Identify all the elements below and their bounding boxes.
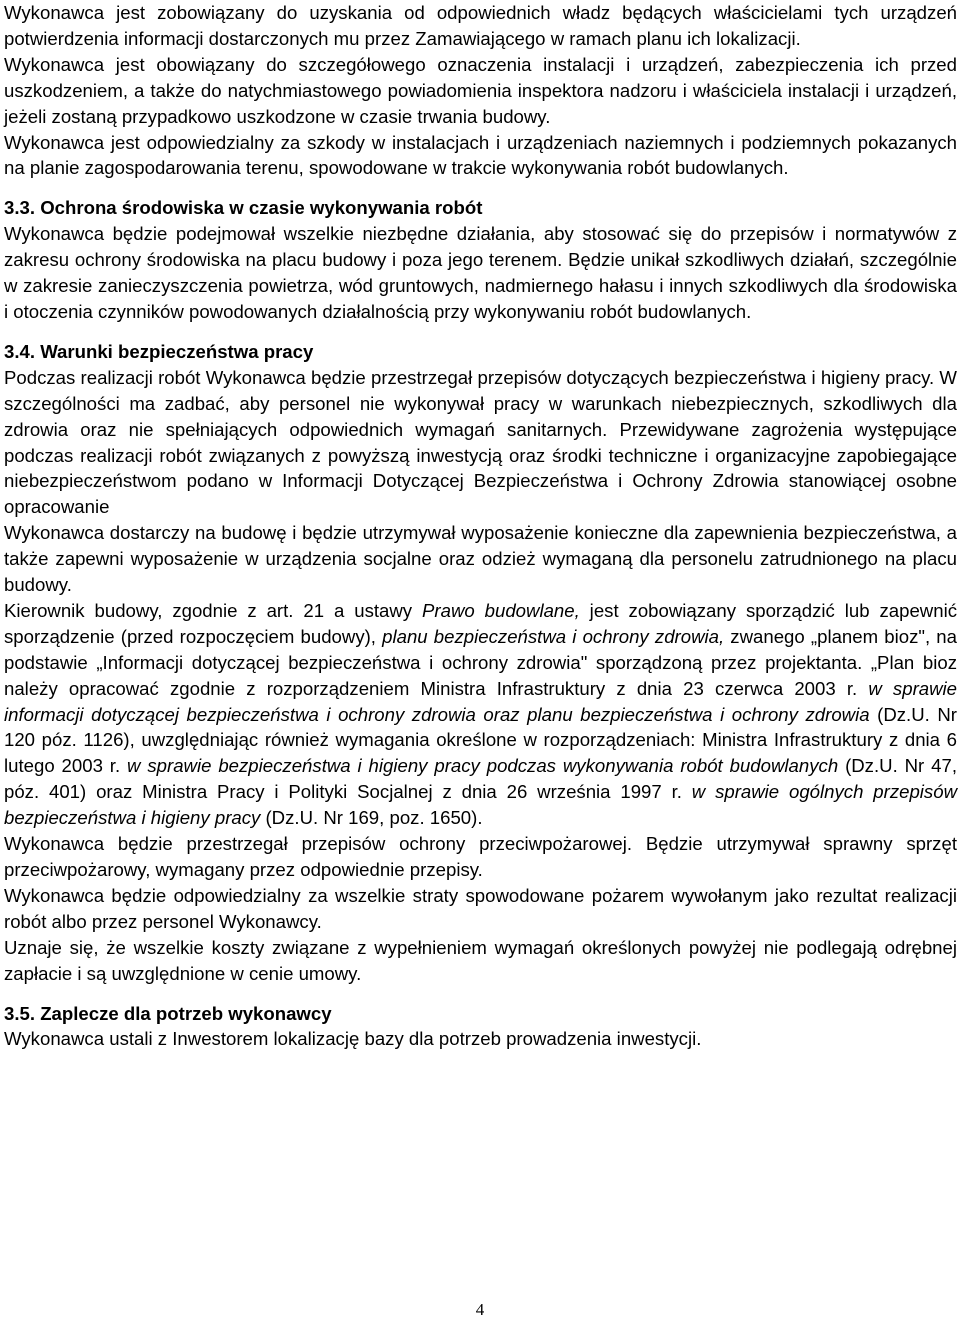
italic-run: w sprawie ogólnych przepisów bezpieczeństwa i higieny pracy [4,781,957,829]
paragraph: Wykonawca będzie przestrzegał przepisów ochrony przeciwpożarowej. Będzie utrzymywał sprawny sprzęt przeciwpożarowy, wymagany przez odpowiednie przepisy. [4,833,957,880]
section-title: Warunki bezpieczeństwa pracy [40,340,314,362]
section-heading-3-4 [4,339,957,365]
italic-run: w sprawie informacji dotyczącej bezpieczeństwa i ochrony zdrowia oraz planu bezpieczeństwa i ochrony zdrowia [4,677,957,725]
page-number: 4 [475,1300,485,1319]
paragraph: Podczas realizacji robót Wykonawca będzie przestrzegał przepisów dotyczących bezpieczeństwa i higieny pracy. W szczególności ma zadbać, aby personel nie wykonywał pracy w warunkach niebezpiecznych, szkodliwych dla zdrowia oraz nie spełniających odpowiednich wymagań sanitarnych. Przewidywane zagrożenia występujące podczas realizacji robót związanych z powyższą inwestycją oraz środki techniczne i organizacyjne zapobiegające niebezpieczeństwom podano w Informacji Dotyczącej Bezpieczeństwa i Ochrony Zdrowia stanowiącej osobne opracowanie [4,366,957,518]
section-number: 3.3. [4,197,36,219]
section-title: Zaplecze dla potrzeb wykonawcy [40,1002,332,1024]
text-run: (Dz.U. Nr 169, poz. 1650). [260,807,483,829]
section-heading-3-3 [4,195,957,221]
paragraph: Uznaje się, że wszelkie koszty związane z wypełnieniem wymagań określonych powyżej nie podlegają odrębnej zapłacie i są uwzględnione w cenie umowy. [4,936,957,984]
paragraph: Wykonawca będzie podejmował wszelkie niezbędne działania, aby stosować się do przepisów i normatywów z zakresu ochrony środowiska na placu budowy i poza jego terenem. Będzie unikał szkodliwych działań, szczególnie w zakresie zanieczyszczenia powietrza, wód gruntowych, nadmiernego hałasu i innych szkodliwych dla środowiska i otoczenia czynników powodowanych działalnością przy wykonywaniu robót budowlanych. [4,223,957,322]
text-run: jest zobowiązany sporządzić lub zapewnić sporządzenie (przed rozpoczęciem budowy), [4,599,957,647]
section-number: 3.4. [4,340,36,362]
paragraph: Wykonawca jest zobowiązany do uzyskania od odpowiednich władz będących właścicielami tych urządzeń potwierdzenia informacji dostarczonych mu przez Zamawiającego w ramach planu ich lokalizacji. [4,2,957,49]
text-run: (Dz.U. Nr 120 póz. 1126), uwzględniając również wymagania określone w rozporządzeniach: Ministra Infrastruktury z dnia 6 lutego 2003 r. [4,703,957,777]
section-heading-3-5 [4,1001,957,1027]
text-run: (Dz.U. Nr 47, póz. 401) oraz Ministra Pracy i Polityki Socjalnej z dnia 26 września 1997 r. [4,755,957,803]
paragraph: Wykonawca jest odpowiedzialny za szkody w instalacjach i urządzeniach naziemnych i podziemnych pokazanych na planie zagospodarowania terenu, spowodowane w trakcie wykonywania robót budowlanych. [4,131,957,179]
section-number: 3.5. [4,1002,36,1024]
document-page [4,0,957,1052]
paragraph: Wykonawca ustali z Inwestorem lokalizację bazy dla potrzeb prowadzenia inwestycji. [4,1028,702,1050]
paragraph: Wykonawca dostarczy na budowę i będzie utrzymywał wyposażenie konieczne dla zapewnienia bezpieczeństwa, a także zapewni wyposażenie w urządzenia socjalne oraz odzież wymaganą dla personelu zatrudnionego na placu budowy. [4,522,957,596]
text-run: Kierownik budowy, zgodnie z art. 21 a ustawy [4,599,423,621]
text-run: zwanego „planem bioz", na podstawie „Informacji dotyczącej bezpieczeństwa i ochrony zdrowia" sporządzoną przez projektanta. „Plan bioz należy opracować zgodnie z rozporządzeniem Ministra Infrastruktury z dnia 23 czerwca 2003 r. [4,625,957,699]
italic-run: Prawo budowlane, [422,599,580,621]
italic-run: w sprawie bezpieczeństwa i higieny pracy podczas wykonywania robót budowlanych [127,755,839,777]
paragraph: Wykonawca jest obowiązany do szczegółowego oznaczenia instalacji i urządzeń, zabezpieczenia ich przed uszkodzeniem, a także do natychmiastowego powiadomienia inspektora nadzoru i właściciela instalacji i urządzeń, jeżeli zostaną przypadkowo uszkodzone w czasie trwania budowy. [4,53,957,127]
italic-run: planu bezpieczeństwa i ochrony zdrowia, [382,625,725,647]
paragraph: Wykonawca będzie odpowiedzialny za wszelkie straty spowodowane pożarem wywołanym jako rezultat realizacji robót albo przez personel Wykonawcy. [4,884,957,932]
section-title: Ochrona środowiska w czasie wykonywania robót [40,197,483,219]
paragraph-bioz [4,598,957,831]
